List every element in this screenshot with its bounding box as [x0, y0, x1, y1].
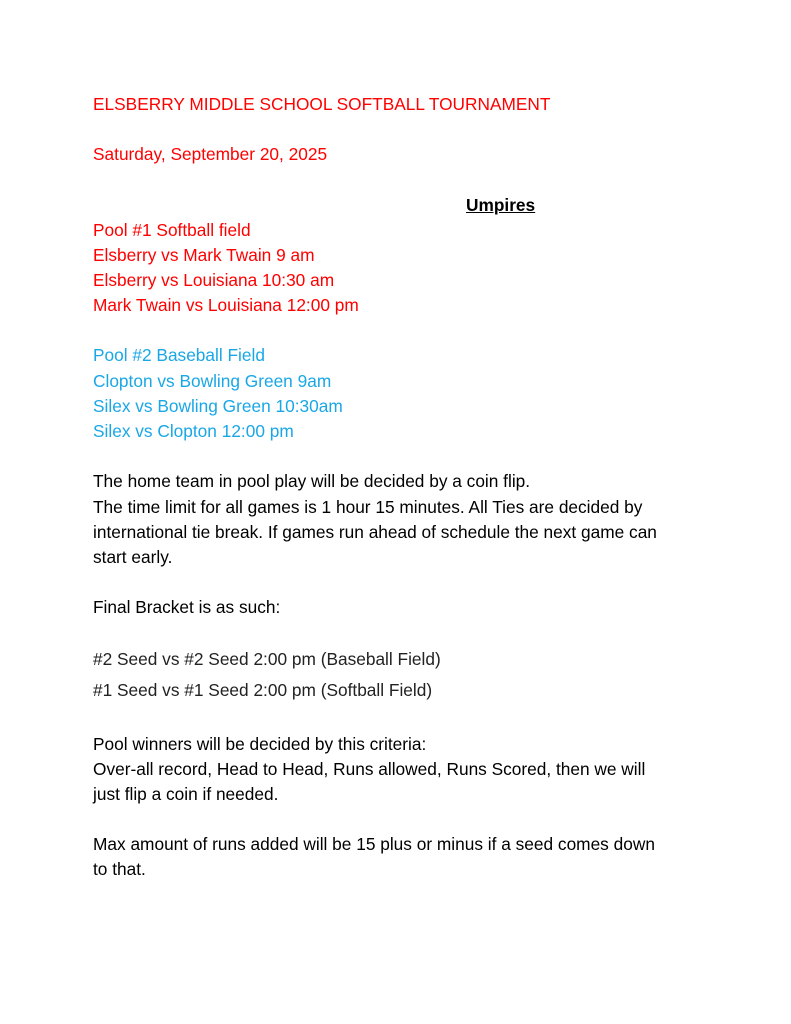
max-runs-line: to that.	[93, 859, 146, 879]
rules-line: The time limit for all games is 1 hour 15 minutes. All Ties are decided by	[93, 497, 643, 517]
rules-line: start early.	[93, 547, 173, 567]
bracket-heading: Final Bracket is as such:	[93, 597, 281, 617]
rules-line: international tie break. If games run ahead of schedule the next game can	[93, 522, 657, 542]
rules-line: The home team in pool play will be decided by a coin flip.	[93, 471, 531, 491]
criteria-line: just flip a coin if needed.	[93, 784, 279, 804]
tournament-date: Saturday, September 20, 2025	[93, 144, 328, 164]
pool2-heading: Pool #2 Baseball Field	[93, 345, 265, 365]
pool2-game: Clopton vs Bowling Green 9am	[93, 371, 332, 391]
pool1-heading: Pool #1 Softball field	[93, 220, 251, 240]
criteria-line: Over-all record, Head to Head, Runs allowed, Runs Scored, then we will	[93, 759, 646, 779]
pool1-game: Mark Twain vs Louisiana 12:00 pm	[93, 295, 359, 315]
pool1-game: Elsberry vs Mark Twain 9 am	[93, 245, 315, 265]
bracket-game: #1 Seed vs #1 Seed 2:00 pm (Softball Field)	[93, 680, 433, 700]
umpires-heading: Umpires	[466, 195, 536, 215]
pool2-game: Silex vs Clopton 12:00 pm	[93, 421, 294, 441]
pool2-game: Silex vs Bowling Green 10:30am	[93, 396, 343, 416]
document-title: ELSBERRY MIDDLE SCHOOL SOFTBALL TOURNAMENT	[93, 94, 551, 114]
criteria-line: Pool winners will be decided by this criteria:	[93, 734, 427, 754]
pool1-game: Elsberry vs Louisiana 10:30 am	[93, 270, 335, 290]
bracket-game: #2 Seed vs #2 Seed 2:00 pm (Baseball Field)	[93, 649, 441, 669]
max-runs-line: Max amount of runs added will be 15 plus or minus if a seed comes down	[93, 834, 655, 854]
